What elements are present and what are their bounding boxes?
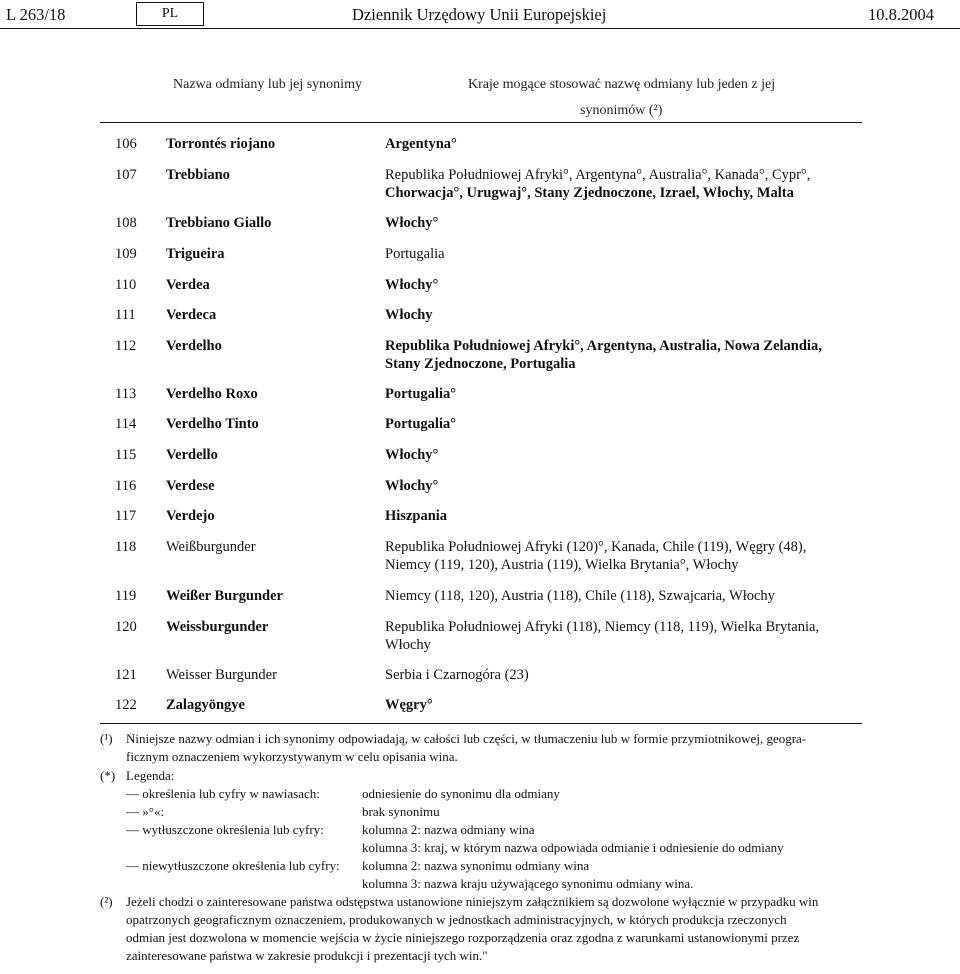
countries: Niemcy (118, 120), Austria (118), Chile (118), Szwajcaria, Włochy bbox=[385, 588, 775, 604]
countries-line1: Republika Południowej Afryki°, Argentyna°, Australia°, Kanada°, Cypr°, bbox=[385, 167, 811, 183]
legend-term: — wytłuszczone określenia lub cyfry: bbox=[126, 822, 324, 837]
variety-name: Weißer Burgunder bbox=[166, 588, 283, 604]
footnote-divider bbox=[100, 723, 862, 724]
variety-name: Verdeca bbox=[166, 307, 217, 323]
countries: Włochy° bbox=[385, 215, 439, 231]
column-header-variety: Nazwa odmiany lub jej synonimy bbox=[173, 77, 362, 92]
row-number: 108 bbox=[115, 215, 137, 231]
row-number: 119 bbox=[115, 588, 137, 604]
footnote-2-line: Jeżeli chodzi o zainteresowane państwa odstępstwa ustanowione niniejszym załącznikiem są dozwolone wyłącznie w przypadku win bbox=[126, 894, 819, 909]
countries-line1: Republika Południowej Afryki°, Argentyna, Australia, Nowa Zelandia, bbox=[385, 338, 822, 354]
row-number: 117 bbox=[115, 508, 137, 524]
journal-title: Dziennik Urzędowy Unii Europejskiej bbox=[352, 5, 607, 24]
variety-name: Weissburgunder bbox=[166, 619, 269, 635]
footnote-1-marker: (¹) bbox=[100, 731, 113, 746]
column-header-countries-line1: Kraje mogące stosować nazwę odmiany lub jeden z jej bbox=[468, 77, 776, 92]
legend-term: — niewytłuszczone określenia lub cyfry: bbox=[126, 858, 340, 873]
variety-name: Trebbiano Giallo bbox=[166, 215, 272, 231]
legend-desc: odniesienie do synonimu dla odmiany bbox=[362, 786, 560, 801]
row-number: 120 bbox=[115, 619, 137, 635]
countries-line1: Republika Południowej Afryki (120)°, Kanada, Chile (119), Węgry (48), bbox=[385, 539, 807, 555]
variety-name: Verdea bbox=[166, 277, 210, 293]
countries: Hiszpania bbox=[385, 508, 448, 524]
footnote-2-line: odmian jest dozwolona w momencie wejścia w życie niniejszego rozporządzenia oraz zgodna z warunkami ustanowionymi przez bbox=[126, 930, 800, 945]
variety-name: Weisser Burgunder bbox=[166, 667, 277, 683]
variety-name: Verdelho Tinto bbox=[166, 416, 259, 432]
publication-date: 10.8.2004 bbox=[868, 5, 934, 24]
countries: Włochy° bbox=[385, 277, 439, 293]
countries-line1: Republika Południowej Afryki (118), Niemcy (118, 119), Wielka Brytania, bbox=[385, 619, 820, 635]
variety-name: Verdelho bbox=[166, 338, 222, 354]
countries: Portugalia° bbox=[385, 416, 457, 432]
page-header bbox=[0, 3, 960, 29]
variety-name: Verdese bbox=[166, 478, 215, 494]
footnote-1-line1: Niniejsze nazwy odmian i ich synonimy odpowiadają, w całości lub części, w tłumaczeniu lub w formie przymiotnikowej, geogra- bbox=[126, 731, 807, 746]
countries: Portugalia bbox=[385, 246, 445, 262]
variety-name: Weißburgunder bbox=[166, 539, 256, 555]
countries: Argentyna° bbox=[385, 136, 457, 152]
legend-title: Legenda: bbox=[126, 768, 175, 783]
row-number: 107 bbox=[115, 167, 137, 183]
variety-name: Verdello bbox=[166, 447, 218, 463]
row-number: 112 bbox=[115, 338, 137, 354]
header-divider bbox=[0, 28, 960, 29]
variety-name: Trebbiano bbox=[166, 167, 230, 183]
legend-desc: kolumna 2: nazwa synonimu odmiany wina bbox=[362, 858, 590, 873]
countries: Węgry° bbox=[385, 697, 433, 713]
row-number: 111 bbox=[115, 307, 136, 323]
countries-line2: Włochy bbox=[385, 637, 431, 653]
countries: Portugalia° bbox=[385, 386, 457, 402]
language-code-box: PL bbox=[136, 2, 204, 26]
row-number: 118 bbox=[115, 539, 137, 555]
row-number: 113 bbox=[115, 386, 137, 402]
footnote-1-line2: ficznym oznaczeniem wykorzystywanym w celu opisania wina. bbox=[126, 749, 458, 764]
table-header-divider bbox=[100, 122, 862, 123]
legend-marker: (*) bbox=[100, 768, 116, 783]
footnote-2-line: opatrzonych geograficznym oznaczeniem, produkowanych w jednostkach administracyjnych, w których produkcja rzeczonych bbox=[126, 912, 787, 927]
row-number: 109 bbox=[115, 246, 137, 262]
page-reference: L 263/18 bbox=[6, 5, 66, 24]
countries: Włochy° bbox=[385, 478, 439, 494]
footnote-2-line: zainteresowane państwa w zakresie produkcji i prezentacji tych win." bbox=[126, 948, 488, 963]
countries-line2: Chorwacja°, Urugwaj°, Stany Zjednoczone, Izrael, Włochy, Malta bbox=[385, 185, 794, 201]
row-number: 116 bbox=[115, 478, 137, 494]
variety-name: Verdelho Roxo bbox=[166, 386, 258, 402]
row-number: 122 bbox=[115, 697, 137, 713]
legend-term: — określenia lub cyfry w nawiasach: bbox=[126, 786, 320, 801]
legend-desc: kolumna 3: kraj, w którym nazwa odpowiada odmianie i odniesienie do odmiany bbox=[362, 840, 784, 855]
row-number: 106 bbox=[115, 136, 137, 152]
legend-term: — »°«: bbox=[126, 804, 165, 819]
countries-line2: Stany Zjednoczone, Portugalia bbox=[385, 356, 576, 372]
row-number: 110 bbox=[115, 277, 137, 293]
row-number: 121 bbox=[115, 667, 137, 683]
row-number: 114 bbox=[115, 416, 137, 432]
legend-desc: kolumna 3: nazwa kraju używającego synonimu odmiany wina. bbox=[362, 876, 694, 891]
legend-desc: brak synonimu bbox=[362, 804, 440, 819]
legend-desc: kolumna 2: nazwa odmiany wina bbox=[362, 822, 535, 837]
variety-name: Torrontés riojano bbox=[166, 136, 276, 152]
variety-name: Trigueira bbox=[166, 246, 225, 262]
countries: Serbia i Czarnogóra (23) bbox=[385, 667, 529, 683]
footnote-2-marker: (²) bbox=[100, 894, 113, 909]
countries: Włochy° bbox=[385, 447, 439, 463]
variety-name: Zalagyöngye bbox=[166, 697, 245, 713]
countries-line2: Niemcy (119, 120), Austria (119), Wielka Brytania°, Włochy bbox=[385, 557, 739, 573]
column-header-countries-line2: synonimów (²) bbox=[580, 103, 663, 118]
row-number: 115 bbox=[115, 447, 137, 463]
countries: Włochy bbox=[385, 307, 433, 323]
variety-name: Verdejo bbox=[166, 508, 215, 524]
